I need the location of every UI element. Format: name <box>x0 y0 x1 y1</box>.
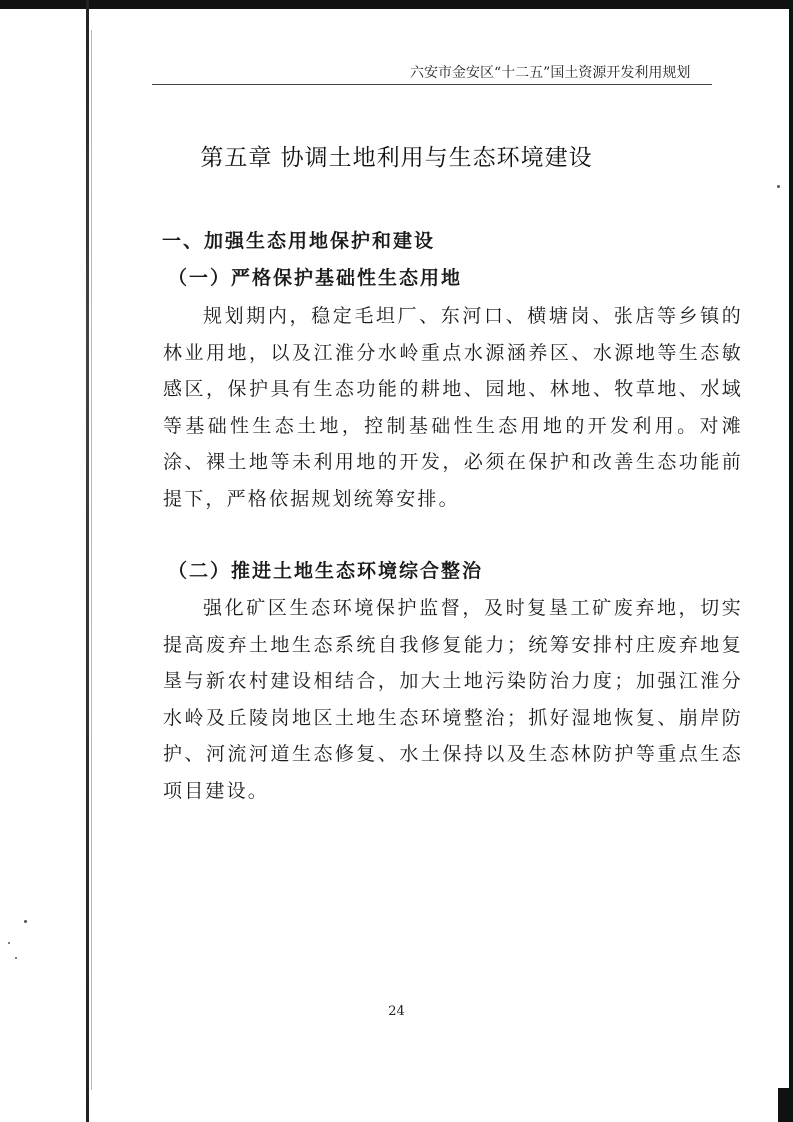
chapter-title: 第五章 协调土地利用与生态环境建设 <box>200 145 593 171</box>
scan-top-border <box>0 0 793 9</box>
scan-corner-mark <box>778 1088 793 1122</box>
scan-binding-shadow <box>91 30 92 1090</box>
page-number: 24 <box>388 1004 405 1019</box>
scan-speck <box>15 957 17 959</box>
subsection-heading-1: （一）严格保护基础性生态用地 <box>168 267 463 289</box>
paragraph-2: 强化矿区生态环境保护监督，及时复垦工矿废弃地，切实提高废弃土地生态系统自我修复能力；统筹安排村庄废弃地复垦与新农村建设相结合，加大土地污染防治力度；加强江淮分水岭及丘陵岗地区土地生态环境整治；抓好湿地恢复、崩岸防护、河流河道生态修复、水土保持以及生态林防护等重点生态项目建设。 <box>163 597 743 802</box>
scan-speck <box>8 942 10 944</box>
paragraph-1: 规划期内，稳定毛坦厂、东河口、横塘岗、张店等乡镇的林业用地，以及江淮分水岭重点水源涵养区、水源地等生态敏感区，保护具有生态功能的耕地、园地、林地、牧草地、水域等基础性生态土地，控制基础性生态用地的开发利用。对滩涂、裸土地等未利用地的开发，必须在保护和改善生态功能前提下，严格依据规划统筹安排。 <box>163 305 743 510</box>
subsection-heading-2: （二）推进土地生态环境综合整治 <box>168 560 484 582</box>
section-heading: 一、加强生态用地保护和建设 <box>162 230 436 252</box>
header-rule <box>152 84 712 85</box>
running-header: 六安市金安区“十二五”国土资源开发利用规划 <box>410 65 691 81</box>
scan-speck <box>777 185 780 188</box>
scan-speck <box>24 920 27 923</box>
